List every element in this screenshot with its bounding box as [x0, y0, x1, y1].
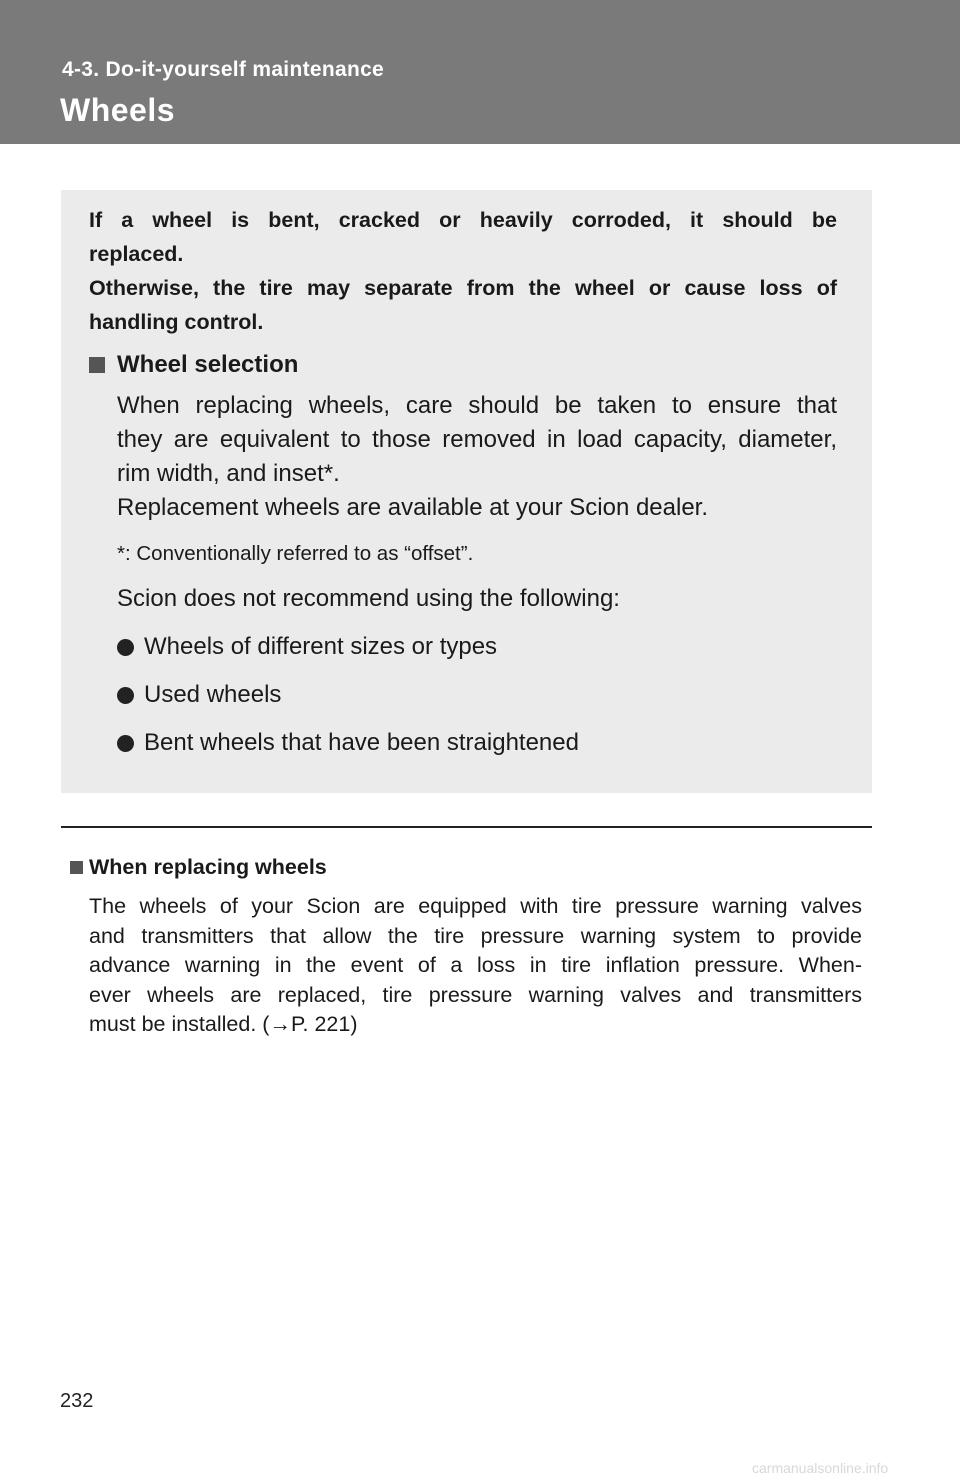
wheel-selection-text	[117, 389, 837, 525]
list-item-text: Wheels of different sizes or types	[144, 633, 498, 660]
note-line: and transmitters that allow the tire pressure warning system to provide	[89, 923, 862, 948]
section-label: 4-3. Do-it-yourself maintenance	[62, 58, 385, 81]
bullet-dot-icon	[117, 735, 134, 752]
square-bullet-icon	[70, 861, 83, 874]
list-item	[117, 729, 579, 757]
not-recommend-text: Scion does not recommend using the following:	[117, 585, 620, 612]
intro-line: Otherwise, the tire may separate from the wheel or cause loss of	[89, 276, 837, 300]
page-number: 232	[60, 1390, 94, 1412]
offset-footnote: *: Conventionally referred to as “offset”.	[117, 542, 474, 565]
page-title: Wheels	[60, 92, 176, 128]
wheel-selection-label: Wheel selection	[117, 351, 299, 378]
list-item	[117, 633, 497, 661]
header-band	[0, 0, 960, 144]
page-reference-link[interactable]: P. 221)	[290, 1012, 358, 1036]
selection-line: When replacing wheels, care should be taken to ensure that	[117, 392, 837, 419]
intro-line: replaced.	[89, 242, 184, 266]
intro-line: handling control.	[89, 310, 264, 334]
note-line	[89, 1010, 862, 1040]
note-line: ever wheels are replaced, tire pressure warning valves and transmitters	[89, 982, 862, 1007]
note-body	[89, 892, 862, 1040]
section-divider	[61, 826, 872, 828]
selection-line: Replacement wheels are available at your Scion dealer.	[117, 494, 709, 521]
intro-text	[89, 203, 837, 339]
intro-line: If a wheel is bent, cracked or heavily corroded, it should be	[89, 208, 837, 232]
square-bullet-icon	[89, 357, 105, 373]
list-item-text: Bent wheels that have been straightened	[144, 729, 579, 756]
arrow-right-icon: →	[269, 1012, 291, 1036]
note-heading-label: When replacing wheels	[89, 855, 327, 879]
list-item-text: Used wheels	[144, 681, 282, 708]
wheel-selection-heading	[89, 351, 298, 379]
bullet-dot-icon	[117, 687, 134, 704]
selection-line: rim width, and inset*.	[117, 460, 340, 487]
note-line: The wheels of your Scion are equipped with tire pressure warning valves	[89, 894, 862, 918]
list-item	[117, 681, 281, 709]
note-heading	[70, 855, 327, 880]
note-line: advance warning in the event of a loss in tire inflation pressure. When-	[89, 953, 862, 977]
bullet-dot-icon	[117, 639, 134, 656]
info-box	[61, 190, 872, 793]
note-line-prefix: must be installed. (	[89, 1012, 270, 1036]
selection-line: they are equivalent to those removed in load capacity, diameter,	[117, 426, 837, 453]
watermark: carmanualsonline.info	[752, 1460, 889, 1476]
